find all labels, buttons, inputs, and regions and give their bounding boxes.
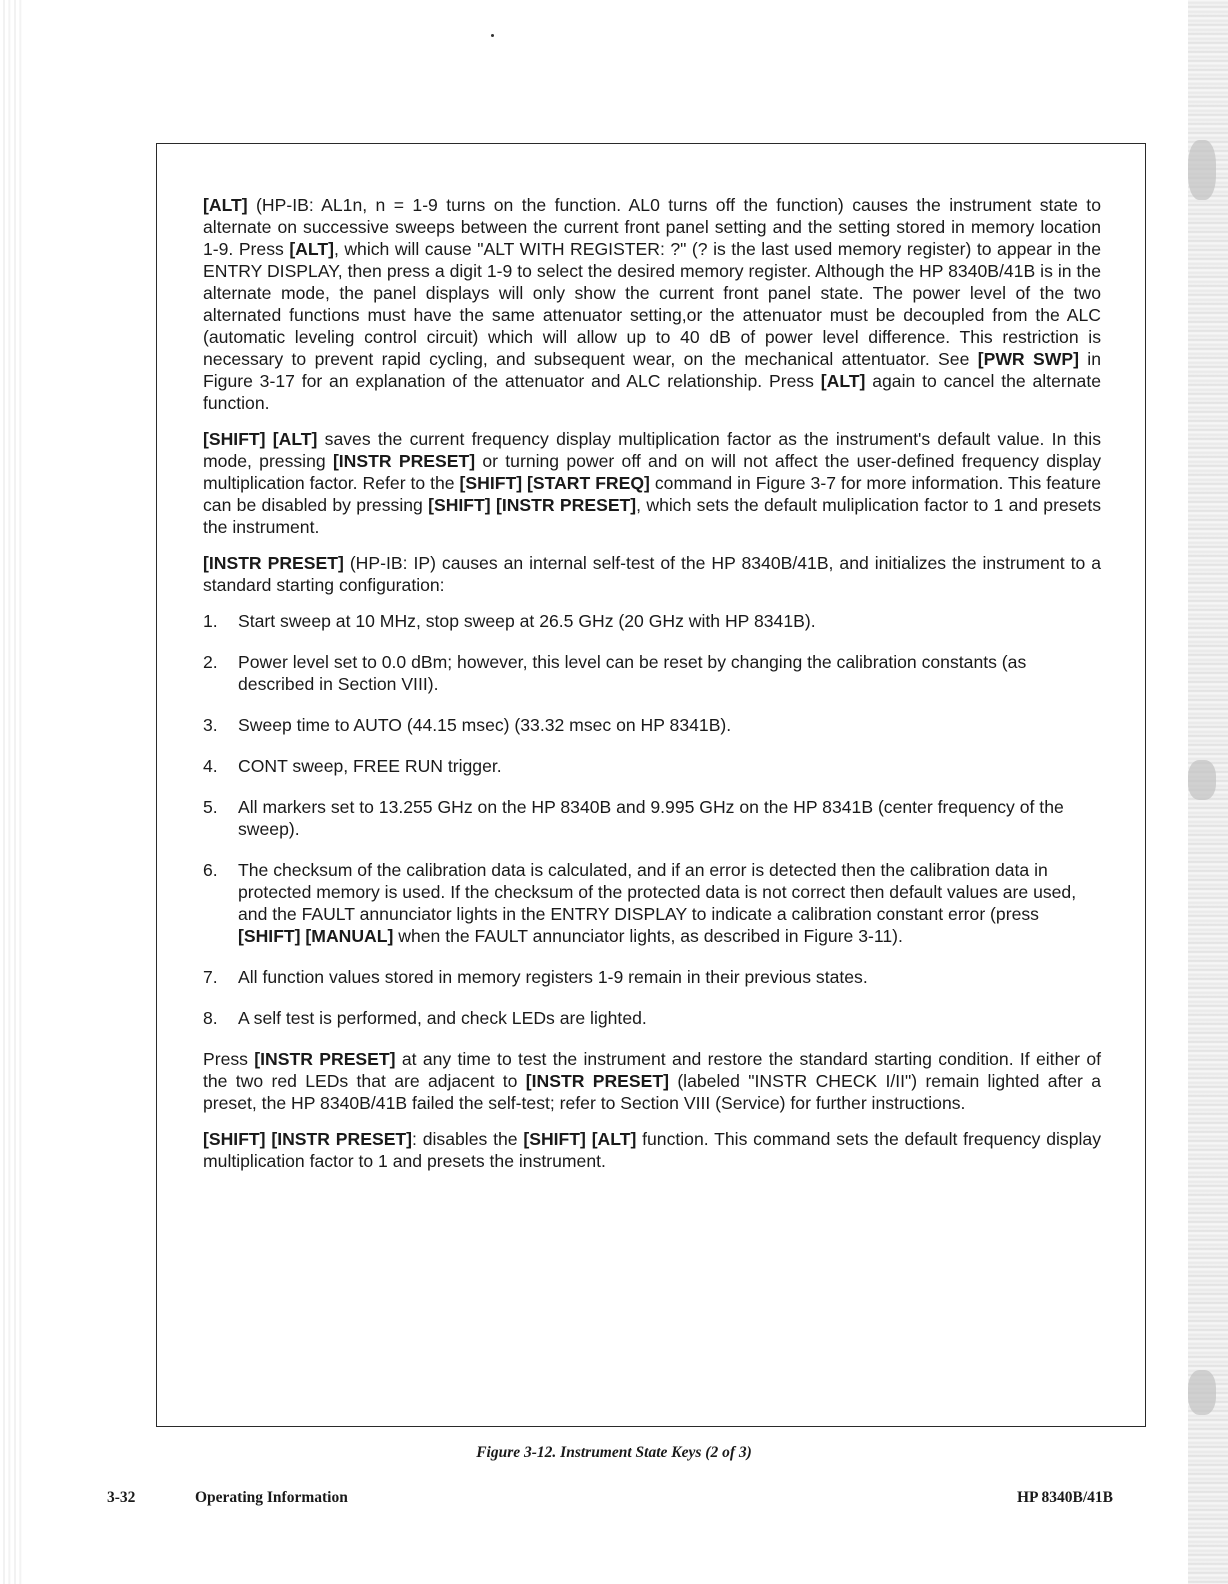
list-item: 4. CONT sweep, FREE RUN trigger.	[203, 756, 502, 776]
list-item: 8. A self test is performed, and check LEDs are lighted.	[203, 1008, 647, 1028]
list-item: 7. All function values stored in memory registers 1-9 remain in their previous states.	[203, 967, 868, 987]
binding-hole-mark	[1188, 760, 1216, 800]
alt-paragraph: [ALT] (HP-IB: AL1n, n = 1-9 turns on the function. AL0 turns off the function) causes the instrument state to alternate on successive sweeps between the current front panel setting and the setting stored in memory location 1-9. Press [ALT], which will cause "ALT WITH REGISTER: ?" (? is the last used memory register) to appear in the ENTRY DISPLAY, then press a digit 1-9 to select the desired memory register. Although the HP 8340B/41B is in the alternate mode, the panel displays will only show the current front panel state. The power level of the two alternated functions must have the same attenuator setting,or the attenuator must be decoupled from the ALC (automatic leveling control circuit) which will allow up to 40 dB of power level difference. This restriction is necessary to prevent rapid cycling, and subsequent wear, on the mechanical attentuator. See [PWR SWP] in Figure 3-17 for an explanation of the attenuator and ALC relationship. Press [ALT] again to cancel the alternate function.	[203, 195, 1101, 413]
binding-hole-mark	[1188, 1370, 1216, 1415]
list-item: 5. All markers set to 13.255 GHz on the HP 8340B and 9.995 GHz on the HP 8341B (center frequency of the sweep).	[203, 797, 1064, 839]
model-number: HP 8340B/41B	[1016, 1489, 1113, 1506]
scan-edge-right	[1188, 0, 1228, 1584]
figure-content	[203, 194, 1101, 1186]
shift-alt-paragraph: [SHIFT] [ALT] saves the current frequency display multiplication factor as the instrument's default value. In this mode, pressing [INSTR PRESET] or turning power off and on will not affect the user-defined frequency display multiplication factor. Refer to the [SHIFT] [START FREQ] command in Figure 3-7 for more information. This feature can be disabled by pressing [SHIFT] [INSTR PRESET], which sets the default muliplication factor to 1 and presets the instrument.	[203, 429, 1102, 537]
page-number: 3-32	[107, 1489, 136, 1506]
list-item: 1. Start sweep at 10 MHz, stop sweep at 26.5 GHz (20 GHz with HP 8341B).	[203, 611, 816, 631]
list-item: 6. The checksum of the calibration data is calculated, and if an error is detected then the calibration data in protected memory is used. If the checksum of the protected data is not correct then default values are used, and the FAULT annunciator lights in the ENTRY DISPLAY to indicate a calibration constant error (press [SHIFT] [MANUAL] when the FAULT annunciator lights, as described in Figure 3-11).	[203, 860, 1077, 946]
binding-hole-mark	[1188, 140, 1216, 200]
preset-steps-list	[203, 610, 1101, 1029]
list-item: 3. Sweep time to AUTO (44.15 msec) (33.32 msec on HP 8341B).	[203, 715, 732, 735]
scan-edge-left	[0, 0, 22, 1584]
figure-caption: Figure 3-12. Instrument State Keys (2 of 3)	[476, 1444, 752, 1461]
section-name: Operating Information	[195, 1489, 348, 1506]
instr-preset-paragraph: [INSTR PRESET] (HP-IB: IP) causes an internal self-test of the HP 8340B/41B, and initializes the instrument to a standard starting configuration:	[203, 553, 1102, 595]
press-preset-paragraph: Press [INSTR PRESET] at any time to test the instrument and restore the standard starting condition. If either of the two red LEDs that are adjacent to [INSTR PRESET] (labeled "INSTR CHECK I/II") remain lighted after a preset, the HP 8340B/41B failed the self-test; refer to Section VIII (Service) for further instructions.	[203, 1049, 1102, 1113]
list-item: 2. Power level set to 0.0 dBm; however, this level can be reset by changing the calibration constants (as described in Section VIII).	[203, 652, 1027, 694]
scan-speck	[491, 34, 494, 37]
shift-preset-paragraph: [SHIFT] [INSTR PRESET]: disables the [SHIFT] [ALT] function. This command sets the default frequency display multiplication factor to 1 and presets the instrument.	[203, 1129, 1102, 1171]
